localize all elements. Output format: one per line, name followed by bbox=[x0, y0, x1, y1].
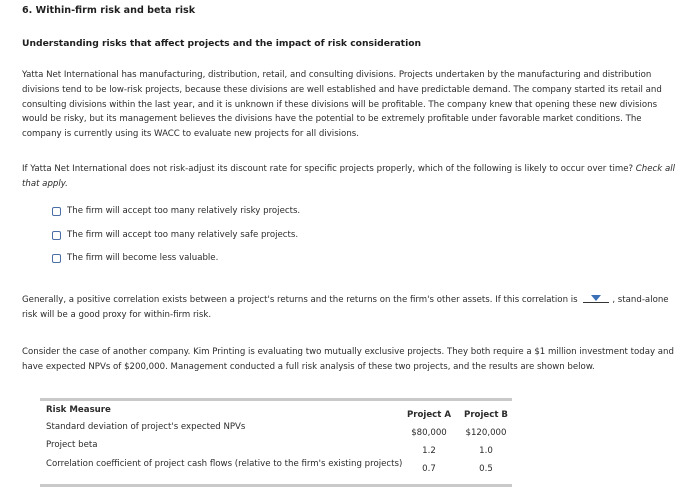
section-title: 6. Within-firm risk and beta risk bbox=[22, 5, 196, 16]
table-header-project-b: Project B bbox=[464, 410, 508, 420]
correlation-dropdown[interactable] bbox=[583, 293, 609, 303]
table-row-label: Correlation coefficient of project cash flows (relative to the firm's existing projects) bbox=[46, 459, 403, 469]
intro-paragraph: Yatta Net International has manufacturing, distribution, retail, and consulting divisions. Projects undertaken by the manufacturing and distribution divisions tend to be low-risk projects, because these divisions are well established and have predictable demand. The company started its retail and consulting divisions within the last year, and it is unknown if these divisions will be profitable. The company knew that opening these new divisions would be risky, but its management believes the divisions have the potential to be extremely profitable under favorable market conditions. The company is currently using its WACC to evaluate new projects for all divisions. bbox=[22, 70, 662, 140]
table-top-border bbox=[40, 398, 512, 401]
section-subtitle: Understanding risks that affect projects and the impact of risk consideration bbox=[22, 38, 422, 49]
option-safe-projects[interactable] bbox=[52, 228, 298, 243]
table-cell-b: $120,000 bbox=[465, 428, 507, 438]
correlation-text-before: Generally, a positive correlation exists between a project's returns and the returns on the firm's other assets. If this correlation is bbox=[22, 295, 578, 305]
case-paragraph: Consider the case of another company. Kim Printing is evaluating two mutually exclusive projects. They both require a $1 million investment today and have expected NPVs of $200,000. Management conducted a full risk analysis of these two projects, and the results are shown below. bbox=[22, 347, 674, 372]
table-cell-b: 1.0 bbox=[479, 446, 493, 456]
table-row-label: Standard deviation of project's expected NPVs bbox=[46, 422, 246, 432]
checkbox[interactable] bbox=[52, 254, 61, 263]
question-paragraph bbox=[22, 162, 677, 192]
correlation-paragraph bbox=[22, 293, 682, 323]
table-cell-b: 0.5 bbox=[479, 464, 493, 474]
option-less-valuable[interactable] bbox=[52, 251, 218, 266]
table-cell-a: 0.7 bbox=[422, 464, 436, 474]
correlation-text-after: , stand-alone risk will be a good proxy for within-firm risk. bbox=[22, 295, 669, 320]
option-label: The firm will accept too many relatively risky projects. bbox=[67, 206, 301, 216]
option-risky-projects[interactable] bbox=[52, 204, 300, 219]
option-label: The firm will become less valuable. bbox=[67, 253, 219, 263]
question-instruction: Check all that apply. bbox=[22, 164, 676, 189]
option-label: The firm will accept too many relatively safe projects. bbox=[67, 230, 299, 240]
question-text: If Yatta Net International does not risk-adjust its discount rate for specific projects properly, which of the following is likely to occur over time? bbox=[22, 164, 634, 174]
checkbox[interactable] bbox=[52, 231, 61, 240]
table-header-project-a: Project A bbox=[406, 410, 452, 420]
table-row-label: Project beta bbox=[46, 440, 98, 450]
chevron-down-icon bbox=[591, 295, 601, 301]
table-cell-a: 1.2 bbox=[422, 446, 436, 456]
table-cell-a: $80,000 bbox=[411, 428, 447, 438]
table-bottom-border bbox=[40, 484, 512, 487]
table-header-risk-measure: Risk Measure bbox=[46, 405, 111, 415]
checkbox[interactable] bbox=[52, 207, 61, 216]
